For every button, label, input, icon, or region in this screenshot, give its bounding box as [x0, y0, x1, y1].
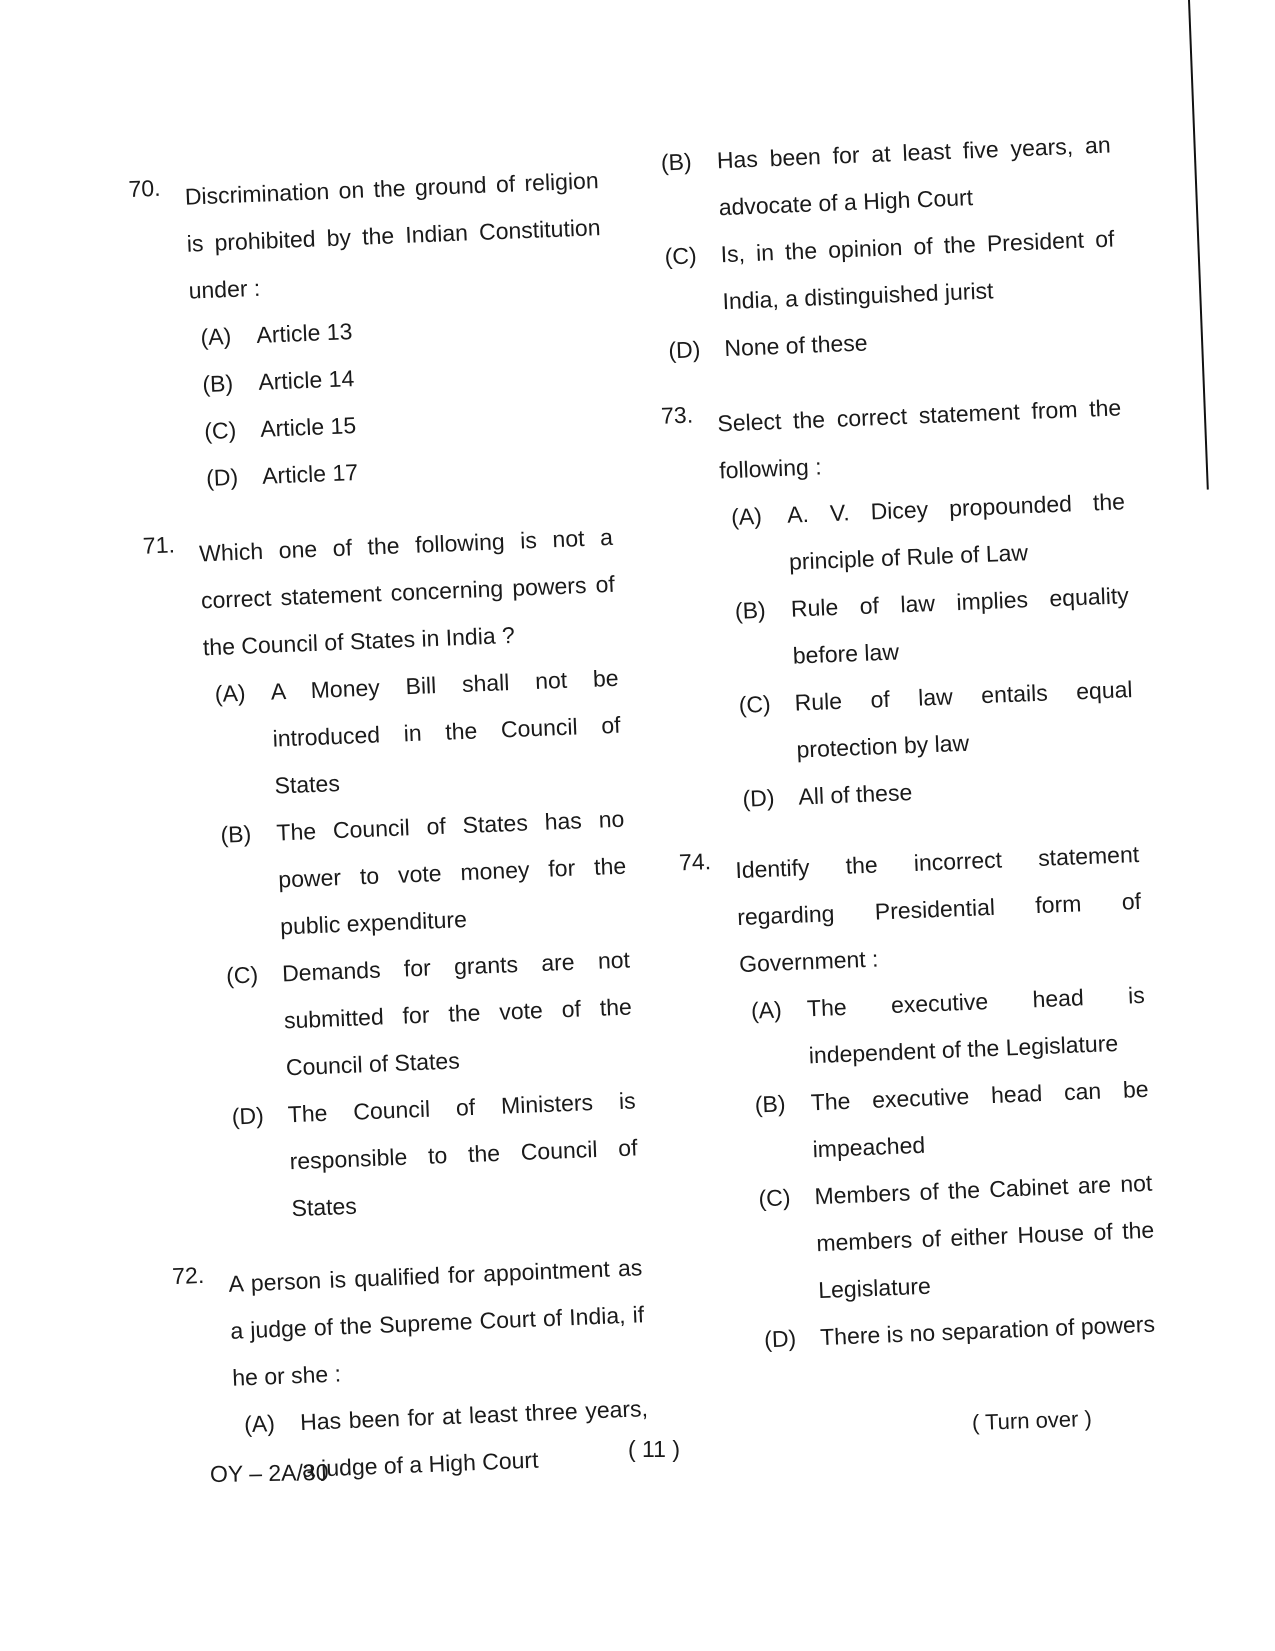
- options-list: [750, 972, 1159, 1364]
- options-list: [214, 655, 640, 1235]
- option-text: Members of the Cabinet are not members of either House of the Legislature: [813, 1169, 1155, 1304]
- question-stem: Discrimination on the ground of religion is prohibited by the Indian Constitution under :: [184, 167, 601, 304]
- scan-edge-line: [1188, 0, 1209, 490]
- option-c: [664, 215, 1117, 327]
- option-c: [758, 1160, 1157, 1317]
- question-stem: Select the correct statement from the following :: [716, 394, 1122, 484]
- option-label: (C): [664, 242, 698, 270]
- option-label: (A): [730, 502, 763, 531]
- option-text: Article 13: [255, 318, 353, 348]
- option-text: All of these: [797, 779, 913, 810]
- option-text: The Council of Ministers is responsible to the Council of States: [287, 1087, 638, 1222]
- option-label: (B): [734, 596, 767, 624]
- option-b: [734, 572, 1131, 682]
- option-text: Article 17: [261, 459, 359, 489]
- option-label: (C): [203, 416, 237, 445]
- option-label: (D): [763, 1325, 797, 1353]
- option-a: [214, 655, 623, 812]
- question-72-continued: [650, 122, 1119, 375]
- option-label: (A): [243, 1410, 276, 1438]
- question-70: [128, 157, 611, 505]
- option-text: Rule of law implies equality before law: [790, 582, 1130, 669]
- option-text: A. V. Dicey propounded the principle of Rule of Law: [786, 488, 1126, 575]
- option-c: [225, 937, 634, 1094]
- page-number: ( 11 ): [628, 1436, 680, 1462]
- option-b: [660, 122, 1113, 234]
- question-71: [142, 514, 640, 1237]
- option-label: (C): [225, 961, 259, 989]
- option-label: (B): [219, 820, 252, 848]
- question-number: 71.: [142, 531, 176, 559]
- option-text: There is no separation of powers: [819, 1310, 1156, 1351]
- option-a: [730, 478, 1127, 588]
- options-list: [660, 122, 1119, 375]
- option-label: (D): [231, 1102, 265, 1130]
- question-74: [678, 831, 1158, 1366]
- question-number: 70.: [128, 174, 162, 202]
- option-text: A Money Bill shall not be introduced in the Council of States: [270, 664, 621, 799]
- option-text: None of these: [723, 329, 869, 362]
- question-number: 73.: [660, 401, 694, 429]
- option-text: The executive head can be impeached: [810, 1075, 1149, 1163]
- options-list: [200, 298, 611, 502]
- option-text: Article 14: [257, 365, 355, 395]
- option-label: (D): [205, 463, 239, 492]
- option-text: Has been for at least three years, a judge of a High Court: [299, 1395, 649, 1483]
- question-number: 74.: [678, 848, 712, 876]
- option-text: Has been for at least five years, an advocate of a High Court: [716, 131, 1112, 221]
- option-text: The Council of States has no power to vote money for the public expenditure: [275, 805, 627, 940]
- option-b: [754, 1066, 1151, 1176]
- paper-code: OY – 2A/30: [209, 1458, 329, 1488]
- option-b: [220, 796, 629, 953]
- option-label: (C): [758, 1184, 792, 1212]
- option-text: Demands for grants are not submitted for the vote of the Council of States: [281, 946, 633, 1081]
- option-text: The executive head is independent of the Legislature: [806, 981, 1146, 1069]
- option-text: Is, in the opinion of the President of India, a distinguished jurist: [720, 225, 1115, 315]
- option-label: (B): [660, 148, 693, 176]
- option-label: (A): [214, 679, 247, 707]
- turn-over-note: ( Turn over ): [971, 1405, 1093, 1436]
- question-stem: Which one of the following is not a correct statement concerning powers of the Council of States in India ?: [198, 523, 616, 661]
- option-d: [231, 1077, 640, 1234]
- question-number: 72.: [171, 1261, 205, 1290]
- option-label: (A): [200, 322, 232, 351]
- option-label: (D): [741, 784, 775, 812]
- option-text: Article 15: [259, 412, 357, 442]
- option-text: Rule of law entails equal protection by law: [794, 676, 1133, 763]
- options-list: [730, 478, 1137, 823]
- option-label: (D): [667, 336, 701, 364]
- option-label: (B): [201, 369, 234, 398]
- option-label: (B): [754, 1090, 786, 1118]
- option-label: (C): [738, 690, 772, 718]
- left-column: [128, 157, 652, 1520]
- right-column: [650, 122, 1160, 1388]
- option-label: (A): [750, 996, 783, 1024]
- question-stem: A person is qualified for appointment as a judge of the Supreme Court of India, if he or she :: [228, 1254, 645, 1391]
- option-a: [750, 972, 1147, 1082]
- question-73: [661, 384, 1138, 825]
- option-c: [738, 666, 1135, 776]
- question-stem: Identify the incorrect statement regarding Presidential form of Government :: [734, 840, 1142, 978]
